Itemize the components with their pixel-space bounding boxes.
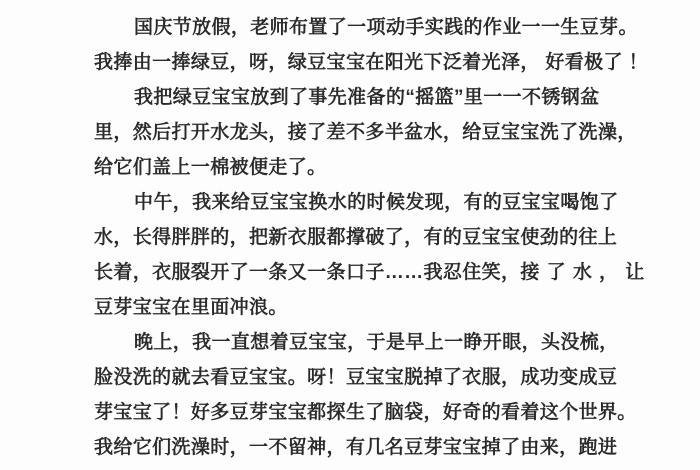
line-text: 芽宝宝了！好多豆芽宝宝都探生了脑袋， [94,402,443,423]
line-text: 我捧由一捧绿豆，呀，绿豆宝宝在阳光下泛着光泽， 好看极了 ！ [94,52,648,73]
line-text: 国庆节放假，老师布置了一项动手实践的作业一一生豆芽。 [134,17,638,38]
paragraph-line [94,150,608,185]
paragraph-line [94,220,618,255]
line-text: 我给它们洗澡时，一不留神，有几名豆芽宝宝掉了由来， [94,437,579,458]
line-text: 跑进 [578,437,618,458]
line-text: 有的豆宝宝使劲的往上 [423,227,618,248]
paragraph-line [94,430,618,465]
line-text: 豆芽宝宝在里面冲浪。 [94,297,288,318]
paragraph-line [94,115,637,150]
paragraph-line [94,255,652,290]
paragraph-line [94,10,638,45]
line-text: 好奇的看着这个世界。 [442,402,637,423]
line-text: 我把绿豆宝宝放到了事先准备的“摇篮”里一一不锈钢盆 [134,87,600,108]
line-text: 里，然后打开水龙头，接了差不多半盆水，给豆宝宝洗了洗澡， [94,122,637,143]
paragraph-line [94,395,637,430]
line-text: 给它们盖上一棉被便走了。 [94,157,327,178]
line-text: 晚上，我一直想着豆宝宝，于是早上一睁开眼，头没梳， [134,332,619,353]
paragraph-line [94,185,619,220]
line-text: 中午，我来给豆宝宝换水的时候发现， [134,192,464,213]
paragraph-line [94,325,619,360]
paragraph-line [94,360,618,395]
paragraph-line [94,80,608,115]
line-text: 水，长得胖胖的，把新衣服都撑破了， [94,227,424,248]
document-page [94,10,652,465]
line-text: 脸没洗的就去看豆宝宝。呀！豆宝宝脱掉了衣服，成功变成豆 [94,367,618,388]
line-text: 接了水，让 [520,262,652,283]
line-text: 长着，衣服裂开了一条又一条口子……我忍住笑， [94,262,521,283]
line-text: 有的豆宝宝喝饱了 [463,192,619,213]
paragraph-line [94,45,648,80]
paragraph-line [94,290,608,325]
